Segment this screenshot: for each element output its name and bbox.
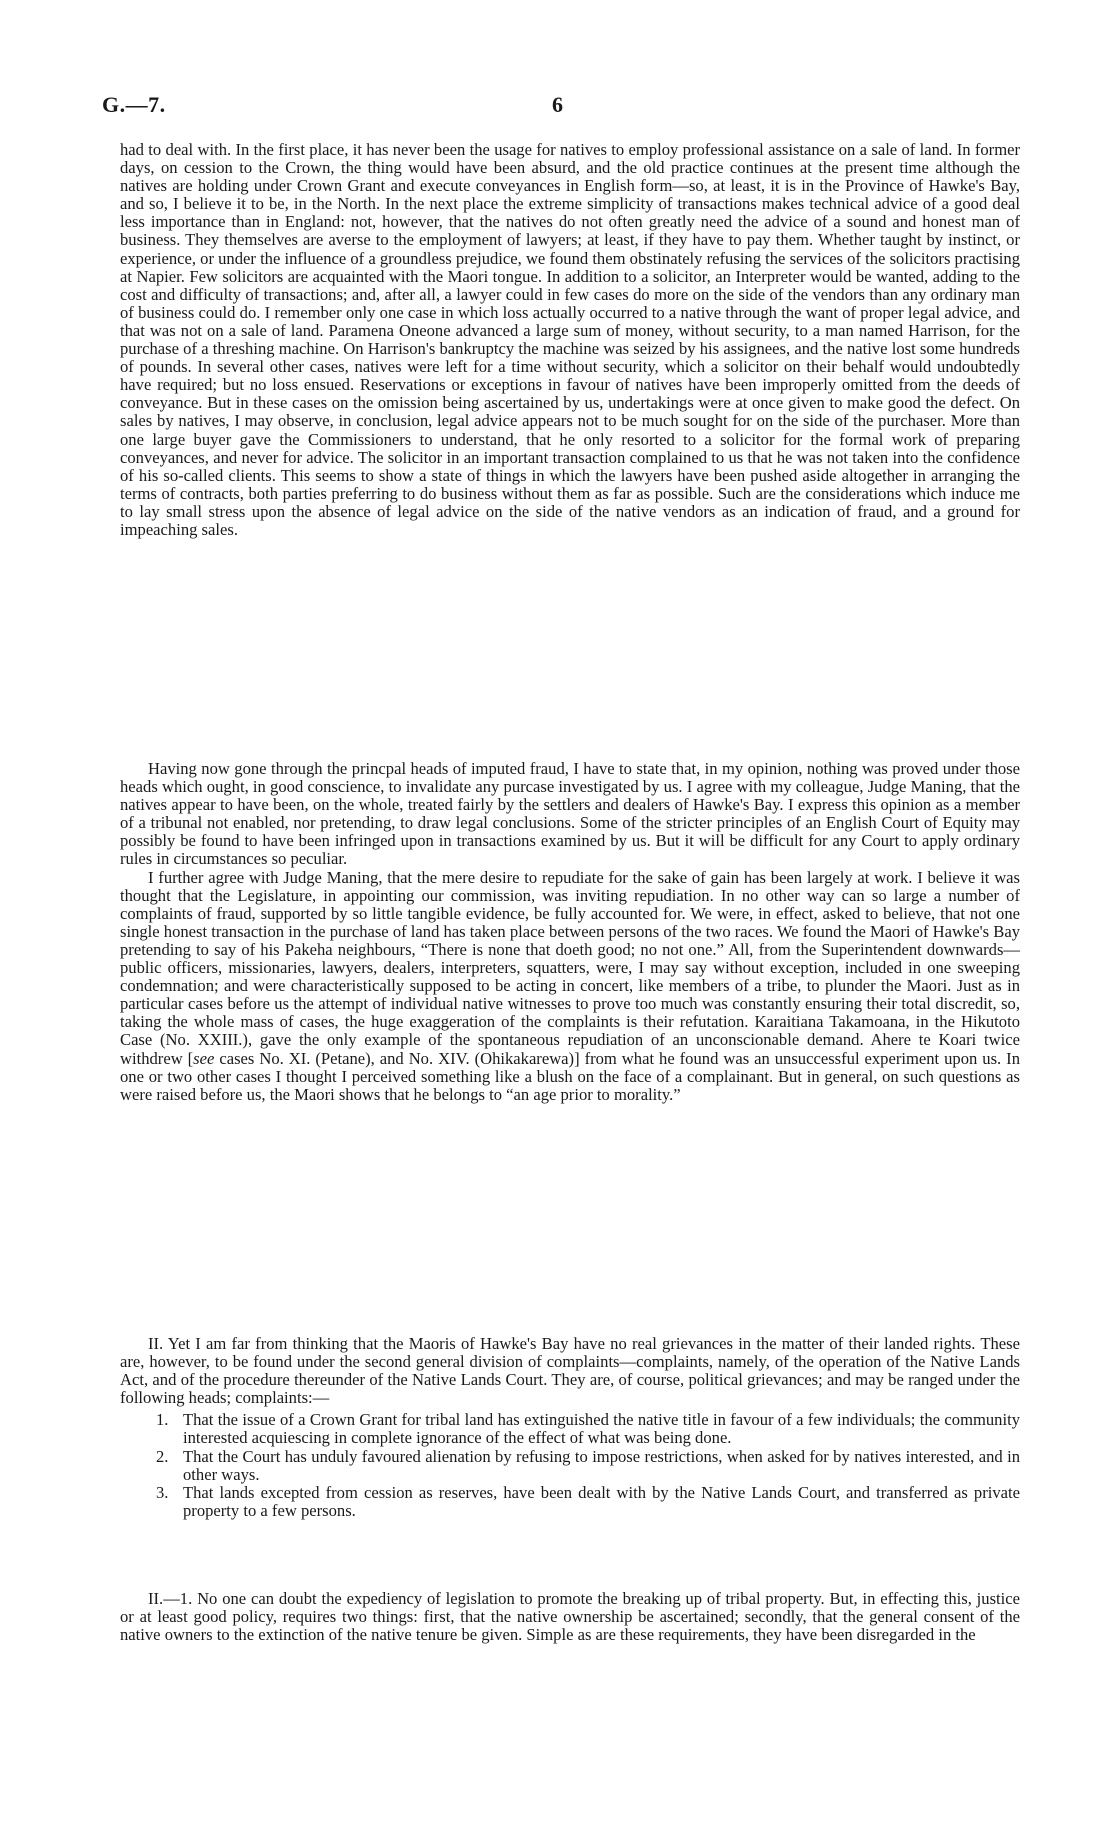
see-reference: see — [193, 1048, 215, 1068]
paragraph-block-legal-advice — [120, 141, 1020, 539]
paragraph-repudiation — [120, 869, 1020, 1104]
list-item — [120, 1484, 1020, 1520]
document-code: G.—7. — [102, 92, 166, 117]
paragraph-legal-advice: had to deal with. In the first place, it has never been the usage for natives to employ professional assistance on a sale of land. In former days, on cession to the Crown, the thing would have been absurd, and the old practice continues at the present time although the natives are holding under Crown Grant and execute conveyances in English form—so, at least, it is in the Province of Hawke's Bay, and so, I believe it to be, in the North. In the next place the extreme simplicity of transactions makes technical advice of a good deal less importance than in England: not, however, that the natives do not often greatly need the advice of a sound and honest man of business. They themselves are averse to the employment of lawyers; at least, if they have to pay them. Whether taught by instinct, or experience, or under the influence of a groundless prejudice, we found them obstinately refusing the services of the solicitors practising at Napier. Few solicitors are acquainted with the Maori tongue. In addition to a solicitor, an Interpreter would be wanted, adding to the cost and difficulty of transactions; and, after all, a lawyer could in few cases do more on the side of the vendors than any ordinary man of business could do. I remember only one case in which loss actually occurred to a native through the want of proper legal advice, and that was not on a sale of land. Paramena Oneone advanced a large sum of money, without security, to a man named Harrison, for the purchase of a threshing machine. On Harrison's bankruptcy the machine was seized by his assignees, and the native lost some hundreds of pounds. In several other cases, natives were left for a time without security, which a solicitor on their behalf would undoubtedly have required; but no loss ensued. Reservations or exceptions in favour of natives have been improperly omitted from the deeds of conveyance. But in these cases on the omission being ascertained by us, undertakings were at once given to make good the defect. On sales by natives, I may observe, in conclusion, legal advice appears not to be much sought for on the side of the purchaser. More than one large buyer gave the Commissioners to understand, that he only resorted to a solicitor for the formal work of preparing conveyances, and never for advice. The solicitor in an important transaction complained to us that he was not taken into the confidence of his so-called clients. This seems to show a state of things in which the lawyers have been pushed aside altogether in arranging the terms of contracts, both parties preferring to do business without them as far as possible. Such are the considerations which induce me to lay small stress upon the absence of legal advice on the side of the native vendors as an indication of fraud, and a ground for impeaching sales. — [120, 140, 1020, 539]
paragraph-imputed-fraud: Having now gone through the princpal heads of imputed fraud, I have to state that, in my opinion, nothing was proved under those heads which ought, in good conscience, to invalidate any purcase investigated by us. I agree with my colleague, Judge Maning, that the natives appear to have been, on the whole, treated fairly by the settlers and dealers of Hawke's Bay. I express this opinion as a member of a tribunal not enabled, nor pretending, to draw legal conclusions. Some of the stricter principles of an English Court of Equity may possibly be found to have been infringed upon in transactions examined by us. But it will be difficult for any Court to apply ordinary rules in circumstances so peculiar. — [120, 759, 1020, 869]
paragraph-block-grievances — [120, 1335, 1020, 1520]
list-item-text: That lands excepted from cession as reserves, have been dealt with by the Native Lands Court, and transferred as private property to a few persons. — [183, 1482, 1020, 1520]
complaints-list — [120, 1411, 1020, 1520]
repudiation-text-start: I further agree with Judge Maning, that the mere desire to repudiate for the sake of gain has been largely at work. I believe it was thought that the Legislature, in appointing our commission, was inviting repudiation. In no other way can so large a number of complaints of fraud, supported by so little tangible evidence, be fully accounted for. We were, in effect, asked to believe, that not one single honest transaction in the purchase of land has taken place between persons of the two races. We found the Maori of Hawke's Bay pretending to say of his Pakeha neighbours, “There is none that doeth good; no not one.” All, from the Superintendent downwards—public officers, missionaries, lawyers, dealers, interpreters, squatters, were, I may say without exception, included in one sweeping condemnation; and were characteristically supposed to be acting in concert, like members of a tribe, to plunder the Maori. Just as in particular cases before us the attempt of individual native witnesses to prove too much was constantly ensuring their total discredit, so, taking the whole mass of cases, the huge exaggeration of the complaints is their refutation. Karaitiana Takamoana, in the Hikutoto Case (No. XXIII.), gave the only example of the spontaneous repudiation of an unconscionable demand. Ahere te Koari twice withdrew [ — [120, 867, 1020, 1068]
page-number: 6 — [552, 92, 563, 117]
list-item — [120, 1448, 1020, 1484]
paragraph-grievances: II. Yet I am far from thinking that the Maoris of Hawke's Bay have no real grievances in the matter of their landed rights. These are, however, to be found under the second general division of complaints—complaints, namely, of the operation of the Native Lands Act, and of the procedure thereunder of the Native Lands Court. They are, of course, political grievances; and may be ranged under the following heads; complaints:— — [120, 1334, 1020, 1408]
list-item-text: That the issue of a Crown Grant for tribal land has extinguished the native title in favour of a few individuals; the community interested acquiescing in complete ignorance of the effect of what was being done. — [183, 1410, 1020, 1448]
paragraph-tribal-property: II.—1. No one can doubt the expediency of legislation to promote the breaking up of tribal property. But, in effecting this, justice or at least good policy, requires two things: first, that the native ownership be ascertained; secondly, that the general consent of the native owners to the extinction of the native tenure be given. Simple as are these requirements, they have been disregarded in the — [120, 1589, 1020, 1645]
list-item-text: That the Court has unduly favoured alienation by refusing to impose restrictions, when asked for by natives interested, and in other ways. — [183, 1446, 1020, 1484]
page-header — [102, 92, 1007, 122]
list-item-number: 3. — [156, 1482, 169, 1502]
list-item-number: 2. — [156, 1446, 169, 1466]
paragraph-block-tribal-property — [120, 1590, 1020, 1644]
paragraph-block-imputed-fraud — [120, 760, 1020, 1104]
repudiation-text-end: cases No. XI. (Petane), and No. XIV. (Ohikakarewa)] from what he found was an unsuccessful experiment upon us. In one or two other cases I thought I perceived something like a blush on the face of a complainant. But in general, on such questions as were raised before us, the Maori shows that he belongs to “an age prior to morality.” — [120, 1048, 1020, 1104]
list-item-number: 1. — [156, 1410, 169, 1430]
list-item — [120, 1411, 1020, 1447]
